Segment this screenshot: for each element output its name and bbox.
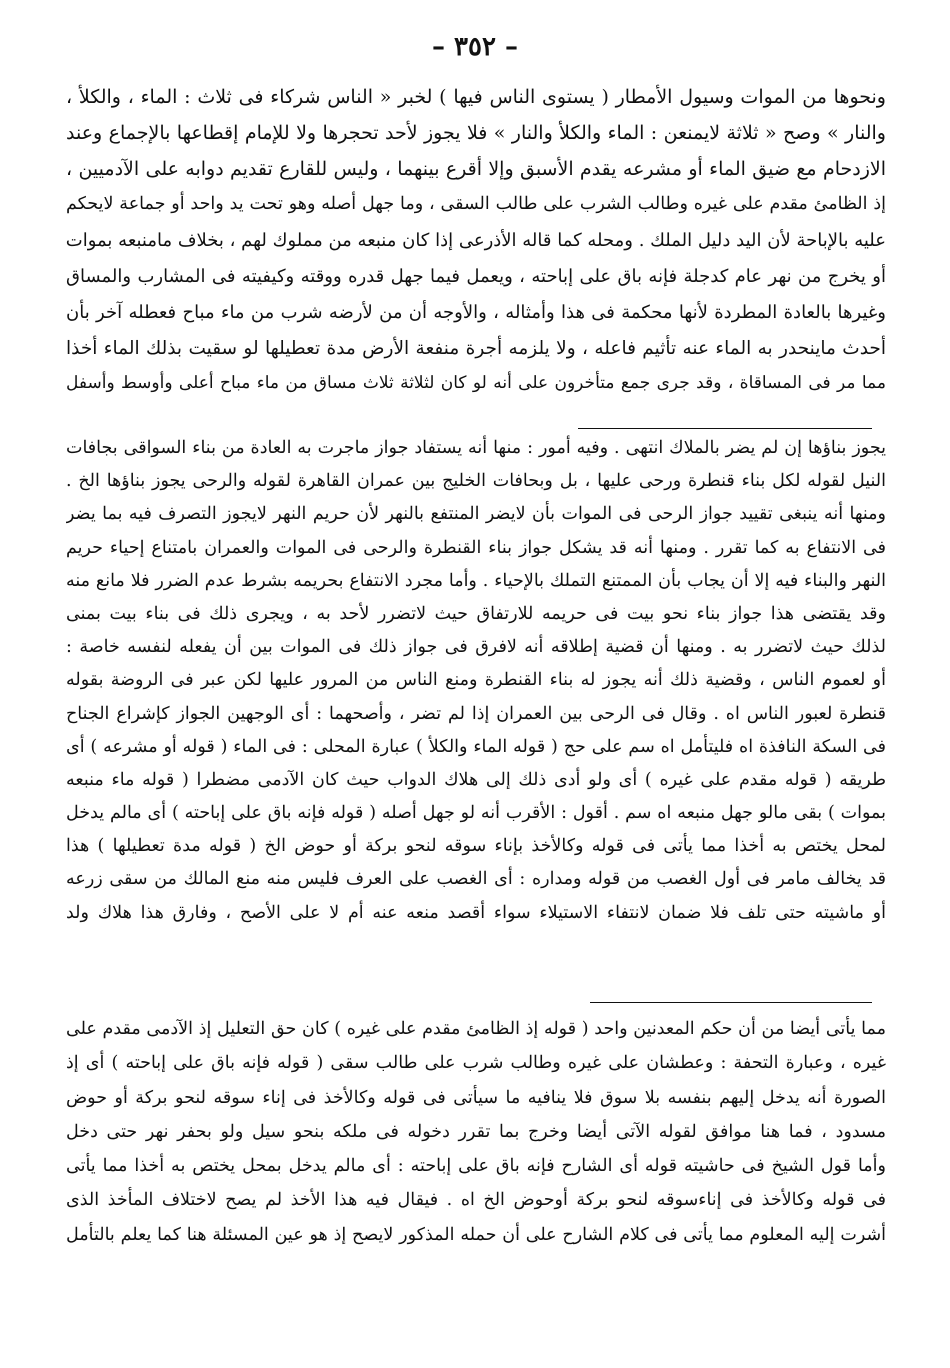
commentary-line: يجوز بناؤها إن لم يضر بالملاك انتهى . وفيه أمور : منها أنه يستفاد جواز ماجرت به العادة من بناء السواقى بجافات bbox=[66, 438, 886, 458]
main-text-line: والنار » وصح « ثلاثة لايمنعن : الماء والكلأ والنار » فلا يجوز لأحد تحجرها ولا للإمام إقطاعها بالإجماع وعند bbox=[66, 121, 886, 144]
commentary-line: وقد يقتضى هذا جواز بناء نحو بيت فى حريمه للارتفاق حيث لاتضرر لأحد به ، ويجرى ذلك فى بناء بيت بمنى bbox=[66, 603, 886, 624]
main-text-line: مما مر فى المساقاة ، وقد جرى جمع متأخرون على أنه لو كان لثلاثة ثلاث مساق من ماء مباح أعلى وأوسط وأسفل bbox=[66, 373, 886, 394]
commentary-line: مسدود ، فما هنا موافق لقوله الآتى أيضا وخرج بما تقرر دخوله فى ملكه بنحو سيل ولو بحفر نهر حتى دخل bbox=[66, 1121, 886, 1142]
page-number: – ٣٥٢ – bbox=[431, 32, 519, 62]
main-text-line: أو يخرج من نهر عام كدجلة فإنه باق على إباحته ، ويعمل فيما جهل قدره ووقته وكيفيته فى المشارب والمساق bbox=[66, 265, 886, 287]
commentary-line: أو لعموم الناس ، وقضية ذلك أنه يجوز له بناء القنطرة ومنع الناس من المرور عليها لكن عبر فى الروضة بقوله bbox=[66, 670, 886, 691]
commentary-line: غيره ، وعبارة التحفة : وعطشان على غيره وطالب شرب على طالب سقى ( قوله فإنه باق على إباحته ) أى إذ bbox=[66, 1053, 886, 1074]
commentary-line: لمحل يختص به أخذا مما يأتى فى قوله وكالأخذ بإناء سوقه لنحو بركة أو حوض الخ ( قوله مدة تعطيلها ) هذا bbox=[66, 836, 886, 857]
commentary-line: فى الانتفاع به كما تقرر . ومنها أنه قد يشكل جواز بناء القنطرة والرحى فى الموات والعمران بامتناع إحياء حريم bbox=[66, 537, 886, 558]
main-text-line: الازدحام مع ضيق الماء أو مشرعه يقدم الأسبق وإلا أقرع بينهما ، وليس للقارع تقديم دوابه على الآدميين ، bbox=[66, 157, 886, 180]
commentary-line: فى السكة النافذة اه فليتأمل اه سم على حج ( قوله الماء والكلأ ) عبارة المحلى : فى الماء ( قوله أو مشرعه ) أى bbox=[66, 736, 886, 757]
main-text-line: وغيرها بالعادة المطردة لأنها محكمة فى هذا وأمثاله ، والأوجه أن من لأرضه شرب من ماء مباح فعطله آخر بأن bbox=[66, 301, 886, 323]
commentary-block-2 bbox=[66, 1012, 886, 1252]
main-text-line: عليه بالإباحة لأن اليد دليل الملك . ومحله كما قاله الأذرعى إذا كان منبعه من مملوك لهم ، بخلاف مامنبعه بموات bbox=[66, 230, 886, 252]
commentary-line: أو ماشيته حتى تلف فلا ضمان لانتفاء الاستيلاء سواء أقصد منعه عنه أم لا على الأصح ، وفارق هذا هلاك ولد bbox=[66, 902, 886, 923]
commentary-line: طريقه ( قوله مقدم على غيره ) أى ولو أدى ذلك إلى هلاك الدواب حيث كان الآدمى مضطرا ( قوله ماء منبعه bbox=[66, 769, 886, 790]
commentary-line: مما يأتى أيضا من أن حكم المعدنين واحد ( قوله إذ الظامئ مقدم على غيره ) كان حق التعليل إذ الآدمى مقدم على bbox=[66, 1019, 886, 1039]
commentary-line: النهر والبناء فيه إلا أن يجاب بأن الممتنع التملك بالإحياء . وأما مجرد الانتفاع بحريمه بشرط عدم الضرر فلا مانع منه bbox=[66, 570, 886, 591]
main-text-line: أحدث ماينحدر به الماء عنه تأثيم فاعله ، ولا يلزمه أجرة منفعة الأرض مدة تعطيلها لو سقيت بذلك الماء أخذا bbox=[66, 337, 886, 359]
commentary-line: النيل لقوله لكل بناء قنطرة ورحى عليها ، بل وبحافات الخليج بين عمران القاهرة لقوله والرحى يجوز بناؤها الخ . bbox=[66, 471, 886, 492]
main-text-line: ونحوها من الموات وسيول الأمطار ( يستوى الناس فيها ) لخبر « الناس شركاء فى ثلاث : الماء ، والكلأ ، bbox=[66, 86, 886, 108]
commentary-line: قنطرة لعبور الناس اه . وقال فى الرحى بين العمران إذا لم تضر ، وأصحهما : أى الوجهين الجواز كإشراع الجناح bbox=[66, 703, 886, 724]
commentary-line: أشرت إليه المعلوم مما يأتى فى كلام الشارح على أن حمله المذكور لايصح إذ هو عين المسئلة هنا كما يعلم بالتأمل bbox=[66, 1224, 886, 1245]
section-divider bbox=[590, 1002, 872, 1003]
main-text-block bbox=[66, 80, 886, 402]
main-text-line: إذ الظامئ مقدم على غيره وطالب الشرب على طالب السقى ، وما جهل أصله وهو تحت يد واحد أو جماعة لايحكم bbox=[66, 194, 886, 215]
commentary-line: وأما قول الشيخ فى حاشيته قوله أى الشارح فإنه باق على إباحته : أى مالم يدخل بمحل يختص به أخذا مما يأتى bbox=[66, 1156, 886, 1177]
commentary-line: ومنها أنه ينبغى تقييد جواز الرحى فى الموات بأن لايضر المنتفع بالنهر لأن حريم النهر لايجوز التصرف فيه بما يضر bbox=[66, 504, 886, 525]
commentary-line: فى قوله وكالأخذ فى إناءسوقه لنحو بركة أوحوض الخ اه . فيقال فيه هذا الأخذ لم يصح لاختلاف المأخذ الذى bbox=[66, 1190, 886, 1211]
commentary-line: قد يخالف مامر فى أول الغصب من قوله ومداره : أى الغصب على العرف فليس منه منع المالك من سقى زرعه bbox=[66, 869, 886, 890]
commentary-block-1 bbox=[66, 432, 886, 930]
section-divider bbox=[578, 428, 872, 429]
commentary-line: الصورة أنه يدخل إليهم بنفسه بلا سوق فلا ينافيه ما سيأتى فى قوله وكالأخذ فى إناء سوقه لنحو بركة أو حوض bbox=[66, 1087, 886, 1108]
commentary-line: بموات ) بقى مالو جهل منبعه اه سم . أقول : الأقرب أنه لو جهل أصله ( قوله فإنه باق على إباحته ) أى مالم يدخل bbox=[66, 803, 886, 824]
commentary-line: لذلك حيث لاتضرر به . ومنها أن قضية إطلاقه أنه لافرق فى جواز ذلك فى الموات بين أن يفعله لنفسه خاصة : bbox=[66, 637, 886, 658]
